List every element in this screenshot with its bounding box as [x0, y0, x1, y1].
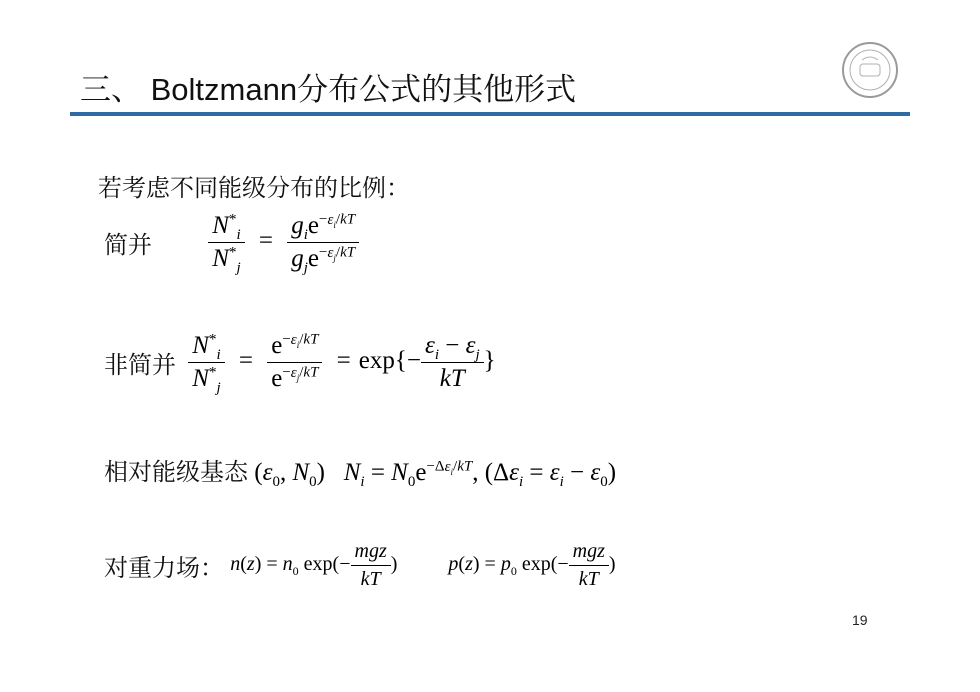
intro-text: 若考虑不同能级分布的比例：	[98, 174, 410, 202]
degenerate-formula: $\frac{N^*_i}{N^*_j}$ = $\frac{g_ie^{-\varepsilon_i/kT}}{g_je^{-\varepsilon_j/kT}}$	[208, 227, 359, 254]
degenerate-label: 简并	[104, 231, 152, 259]
slide-title: 三、 Boltzmann分布公式的其他形式	[80, 72, 577, 107]
title-underline	[70, 112, 910, 116]
gravity-formula-n: $n(z) = n_0$ exp(− $\frac{\text{mgz}}{kT}$ )	[230, 540, 403, 590]
nondegenerate-row	[104, 331, 496, 396]
gravity-label: 对重力场：	[104, 554, 224, 582]
gravity-formula-p: $p(z) = p_0$ exp(− $\frac{\text{mgz}}{kT}$ )	[448, 540, 616, 590]
university-seal-icon	[840, 40, 900, 100]
ground-state-formula: ($\varepsilon_0$, $N_0$) $N_i = N_0e^{-\Delta\varepsilon_i/kT}$, $(\Delta\varepsilon_i = \varepsilon_i - \varepsilon_0)$	[254, 458, 617, 490]
gravity-row	[104, 540, 616, 591]
nondegenerate-label: 非简并	[104, 351, 176, 379]
degenerate-row	[104, 211, 359, 276]
ground-state-label: 相对能级基态	[104, 458, 248, 486]
nondegenerate-formula: $\frac{N^*_i}{N^*_j}$ = $\frac{e^{-\varepsilon_i/kT}}{e^{-\varepsilon_j/kT}}$ = exp{− $\frac{\varepsilon_i - \varepsilon_j}{kT}$ }	[188, 347, 495, 374]
page-number: 19	[852, 612, 868, 628]
ground-state-row	[104, 452, 617, 490]
